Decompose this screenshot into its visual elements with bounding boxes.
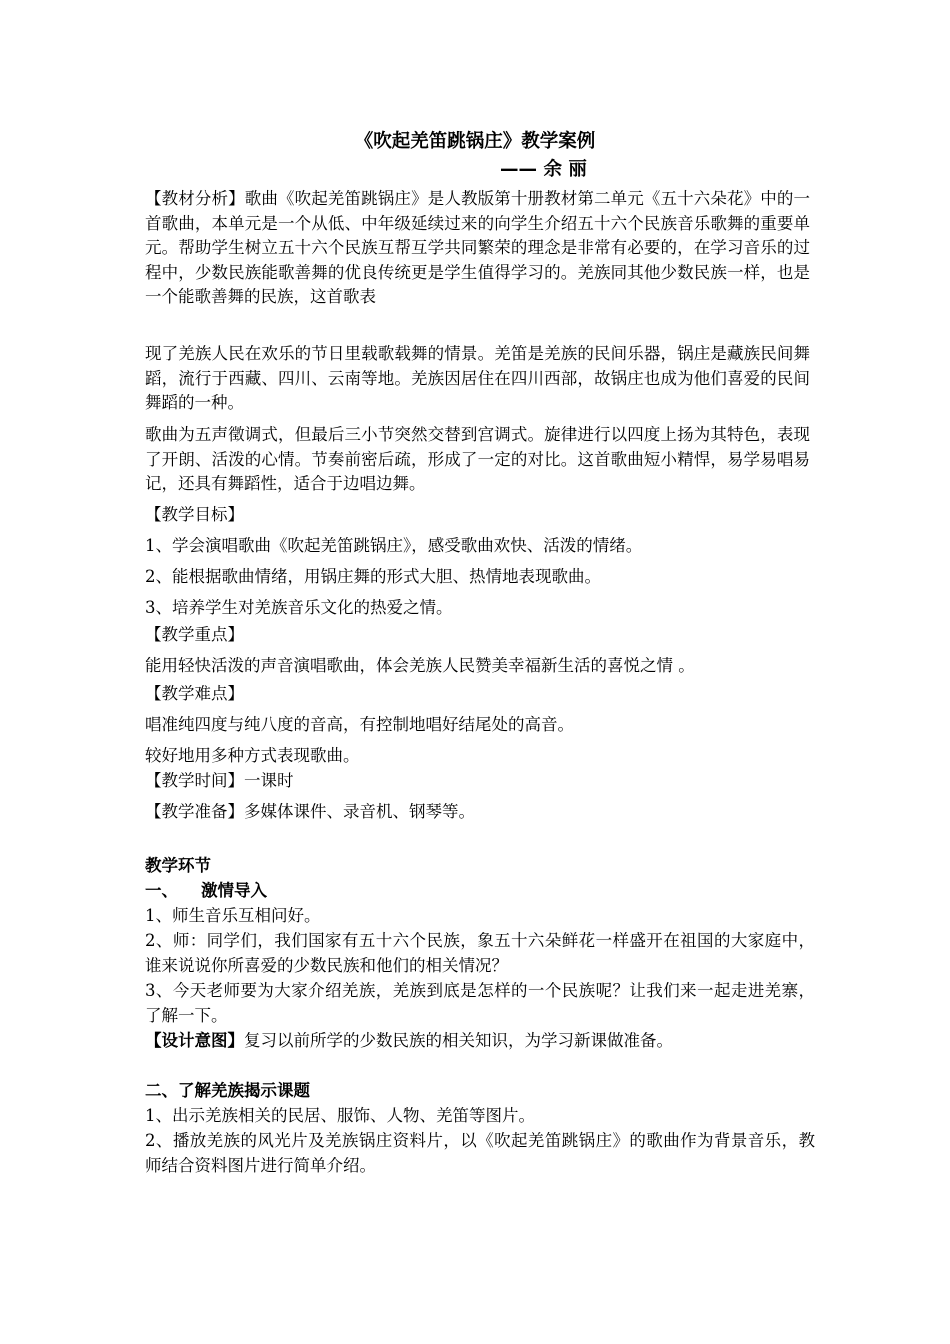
step-1-item: 2、师：同学们，我们国家有五十六个民族，象五十六朵鲜花一样盛开在祖国的大家庭中，谁来说说你所喜爱的少数民族和他们的相关情况？ [145, 931, 815, 975]
step-1-item: 3、今天老师要为大家介绍羌族，羌族到底是怎样的一个民族呢？让我们来一起走进羌寨，了解一下。 [145, 981, 815, 1025]
analysis-paragraph-2: 现了羌族人民在欢乐的节日里载歌载舞的情景。羌笛是羌族的民间乐器，锅庄是藏族民间舞蹈，流行于西藏、四川、云南等地。羌族因居住在四川西部，故锅庄也成为他们喜爱的民间舞蹈的一种。 [145, 344, 810, 412]
time-section [145, 767, 810, 826]
analysis-music [145, 423, 810, 497]
prep-label: 【教学准备】 [145, 802, 244, 821]
time-text: 一课时 [244, 771, 294, 790]
difficulty-item: 唱准纯四度与纯八度的音高，有控制地唱好结尾处的高音。 [145, 715, 574, 734]
analysis-section [145, 187, 810, 310]
analysis-continued [145, 342, 810, 416]
time-label: 【教学时间】 [145, 771, 244, 790]
design-intent-text: 复习以前所学的少数民族的相关知识，为学习新课做准备。 [244, 1031, 673, 1050]
step-2-title: 二、了解羌族揭示课题 [145, 1081, 310, 1100]
step-2-item: 1、出示羌族相关的民居、服饰、人物、羌笛等图片。 [145, 1106, 535, 1125]
prep-text: 多媒体课件、录音机、钢琴等。 [244, 802, 475, 821]
difficulty-label: 【教学难点】 [145, 684, 244, 703]
process-heading: 教学环节 [145, 856, 211, 875]
process-section [145, 853, 815, 1178]
difficulty-item: 较好地用多种方式表现歌曲。 [145, 746, 360, 765]
goal-item: 2、能根据歌曲情绪，用锅庄舞的形式大胆、热情地表现歌曲。 [145, 567, 601, 586]
design-intent-line [145, 1028, 815, 1053]
key-section [145, 621, 810, 680]
prep-line [145, 798, 810, 826]
key-text: 能用轻快活泼的声音演唱歌曲，体会羌族人民赞美幸福新生活的喜悦之情 。 [145, 656, 695, 675]
document-title: 《吹起羌笛跳锅庄》教学案例 [354, 131, 596, 152]
goal-item: 1、学会演唱歌曲《吹起羌笛跳锅庄》，感受歌曲欢快、活泼的情绪。 [145, 536, 643, 555]
goal-item: 3、培养学生对羌族音乐文化的热爱之情。 [145, 598, 453, 617]
step-1-item: 1、师生音乐互相问好。 [145, 906, 321, 925]
step-2-item: 2、播放羌族的风光片及羌族锅庄资料片，以《吹起羌笛跳锅庄》的歌曲作为背景音乐，教师结合资料图片进行简单介绍。 [145, 1131, 815, 1175]
analysis-text-1: 歌曲《吹起羌笛跳锅庄》是人教版第十册教材第二单元《五十六朵花》中的一首歌曲，本单元是一个从低、中年级延续过来的向学生介绍五十六个民族音乐歌舞的重要单元。帮助学生树立五十六个民族互帮互学共同繁荣的理念是非常有必要的，在学习音乐的过程中，少数民族能歌善舞的优良传统更是学生值得学习的。羌族同其他少数民族一样，也是一个能歌善舞的民族，这首歌表 [145, 189, 811, 306]
time-line [145, 767, 810, 795]
goals-label: 【教学目标】 [145, 505, 244, 524]
analysis-label: 【教材分析】 [145, 189, 245, 208]
author-line: —— 余 丽 [500, 159, 587, 180]
step-1-title: 一、 激情导入 [145, 881, 267, 900]
analysis-paragraph-1 [145, 187, 810, 310]
design-intent-label: 【设计意图】 [145, 1031, 244, 1050]
key-label: 【教学重点】 [145, 625, 244, 644]
blank-line [145, 1053, 815, 1078]
difficulty-section [145, 680, 810, 770]
goals-section [145, 501, 810, 622]
analysis-paragraph-3: 歌曲为五声徵调式，但最后三小节突然交替到宫调式。旋律进行以四度上扬为其特色，表现了开朗、活泼的心情。节奏前密后疏，形成了一定的对比。这首歌曲短小精悍，易学易唱易记，还具有舞蹈性，适合于边唱边舞。 [145, 425, 810, 493]
